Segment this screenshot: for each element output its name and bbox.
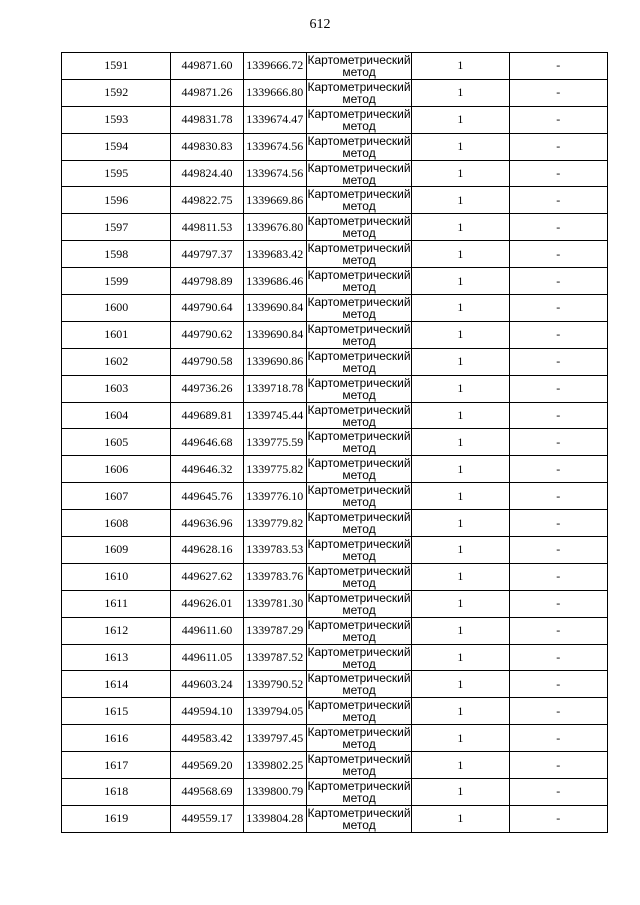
x-coordinate-cell: 449871.60 [171, 53, 243, 80]
method-line-2: метод [342, 764, 376, 779]
method-line-2: метод [342, 226, 376, 241]
y-coordinate-cell: 1339674.56 [243, 160, 306, 187]
y-coordinate-cell: 1339787.52 [243, 644, 306, 671]
table-row [62, 725, 608, 752]
note-cell: - [509, 671, 607, 698]
x-coordinate-cell: 449569.20 [171, 752, 243, 779]
method-line-1: Картометрический [307, 698, 411, 713]
note-cell: - [509, 53, 607, 80]
y-coordinate-cell: 1339674.56 [243, 133, 306, 160]
table-row [62, 429, 608, 456]
point-number-cell: 1603 [62, 375, 171, 402]
method-line-1: Картометрический [307, 375, 411, 390]
method-cell [306, 510, 411, 537]
table-row [62, 214, 608, 241]
method-line-1: Картометрический [307, 483, 411, 498]
point-number-cell: 1616 [62, 725, 171, 752]
method-line-2: метод [342, 575, 376, 590]
x-coordinate-cell: 449611.60 [171, 617, 243, 644]
x-coordinate-cell: 449830.83 [171, 133, 243, 160]
table-row [62, 510, 608, 537]
method-line-1: Картометрический [307, 52, 411, 67]
x-coordinate-cell: 449831.78 [171, 106, 243, 133]
method-line-1: Картометрический [307, 133, 411, 148]
method-cell [306, 402, 411, 429]
method-line-2: метод [342, 737, 376, 752]
note-cell: - [509, 590, 607, 617]
y-coordinate-cell: 1339781.30 [243, 590, 306, 617]
y-coordinate-cell: 1339779.82 [243, 510, 306, 537]
x-coordinate-cell: 449594.10 [171, 698, 243, 725]
method-line-1: Картометрический [307, 536, 411, 551]
note-cell: - [509, 375, 607, 402]
accuracy-cell: 1 [412, 456, 509, 483]
table-row [62, 268, 608, 295]
accuracy-cell: 1 [412, 590, 509, 617]
table-row [62, 644, 608, 671]
y-coordinate-cell: 1339683.42 [243, 241, 306, 268]
method-line-2: метод [342, 64, 376, 79]
y-coordinate-cell: 1339690.86 [243, 348, 306, 375]
note-cell: - [509, 268, 607, 295]
y-coordinate-cell: 1339800.79 [243, 779, 306, 806]
accuracy-cell: 1 [412, 106, 509, 133]
method-cell [306, 106, 411, 133]
method-cell [306, 644, 411, 671]
y-coordinate-cell: 1339783.53 [243, 537, 306, 564]
method-cell [306, 671, 411, 698]
y-coordinate-cell: 1339802.25 [243, 752, 306, 779]
method-cell [306, 725, 411, 752]
table-row [62, 160, 608, 187]
method-cell [306, 295, 411, 322]
x-coordinate-cell: 449628.16 [171, 537, 243, 564]
page-number: 612 [309, 17, 331, 32]
table-row [62, 241, 608, 268]
accuracy-cell: 1 [412, 295, 509, 322]
x-coordinate-cell: 449871.26 [171, 79, 243, 106]
y-coordinate-cell: 1339690.84 [243, 295, 306, 322]
x-coordinate-cell: 449798.89 [171, 268, 243, 295]
y-coordinate-cell: 1339666.72 [243, 53, 306, 80]
table-row [62, 375, 608, 402]
method-line-2: метод [342, 656, 376, 671]
table-row [62, 671, 608, 698]
point-number-cell: 1597 [62, 214, 171, 241]
y-coordinate-cell: 1339745.44 [243, 402, 306, 429]
y-coordinate-cell: 1339690.84 [243, 321, 306, 348]
method-line-1: Картометрический [307, 510, 411, 525]
point-number-cell: 1602 [62, 348, 171, 375]
method-cell [306, 214, 411, 241]
method-line-2: метод [342, 118, 376, 133]
note-cell: - [509, 241, 607, 268]
accuracy-cell: 1 [412, 348, 509, 375]
x-coordinate-cell: 449568.69 [171, 779, 243, 806]
method-line-1: Картометрический [307, 429, 411, 444]
method-line-1: Картометрический [307, 752, 411, 767]
method-line-2: метод [342, 306, 376, 321]
note-cell: - [509, 510, 607, 537]
method-line-2: метод [342, 710, 376, 725]
y-coordinate-cell: 1339794.05 [243, 698, 306, 725]
method-line-2: метод [342, 280, 376, 295]
x-coordinate-cell: 449611.05 [171, 644, 243, 671]
point-number-cell: 1600 [62, 295, 171, 322]
note-cell: - [509, 348, 607, 375]
accuracy-cell: 1 [412, 53, 509, 80]
method-line-2: метод [342, 602, 376, 617]
method-cell [306, 187, 411, 214]
x-coordinate-cell: 449797.37 [171, 241, 243, 268]
method-line-1: Картометрический [307, 294, 411, 309]
accuracy-cell: 1 [412, 375, 509, 402]
accuracy-cell: 1 [412, 402, 509, 429]
y-coordinate-cell: 1339775.59 [243, 429, 306, 456]
y-coordinate-cell: 1339666.80 [243, 79, 306, 106]
y-coordinate-cell: 1339686.46 [243, 268, 306, 295]
note-cell: - [509, 79, 607, 106]
method-cell [306, 160, 411, 187]
accuracy-cell: 1 [412, 805, 509, 832]
method-line-2: метод [342, 172, 376, 187]
method-line-1: Картометрический [307, 671, 411, 686]
accuracy-cell: 1 [412, 725, 509, 752]
method-cell [306, 133, 411, 160]
x-coordinate-cell: 449790.62 [171, 321, 243, 348]
y-coordinate-cell: 1339790.52 [243, 671, 306, 698]
accuracy-cell: 1 [412, 698, 509, 725]
x-coordinate-cell: 449790.64 [171, 295, 243, 322]
method-cell [306, 268, 411, 295]
note-cell: - [509, 214, 607, 241]
method-line-1: Картометрический [307, 805, 411, 820]
y-coordinate-cell: 1339787.29 [243, 617, 306, 644]
y-coordinate-cell: 1339797.45 [243, 725, 306, 752]
accuracy-cell: 1 [412, 617, 509, 644]
note-cell: - [509, 537, 607, 564]
point-number-cell: 1593 [62, 106, 171, 133]
note-cell: - [509, 429, 607, 456]
x-coordinate-cell: 449645.76 [171, 483, 243, 510]
x-coordinate-cell: 449646.32 [171, 456, 243, 483]
table-row [62, 295, 608, 322]
note-cell: - [509, 133, 607, 160]
accuracy-cell: 1 [412, 537, 509, 564]
point-number-cell: 1591 [62, 53, 171, 80]
method-line-1: Картометрический [307, 214, 411, 229]
method-line-1: Картометрический [307, 268, 411, 283]
note-cell: - [509, 321, 607, 348]
note-cell: - [509, 644, 607, 671]
table-row [62, 321, 608, 348]
method-line-1: Картометрический [307, 187, 411, 202]
x-coordinate-cell: 449736.26 [171, 375, 243, 402]
table-row [62, 483, 608, 510]
method-cell [306, 375, 411, 402]
x-coordinate-cell: 449627.62 [171, 563, 243, 590]
method-line-1: Картометрический [307, 456, 411, 471]
note-cell: - [509, 295, 607, 322]
method-line-1: Картометрический [307, 725, 411, 740]
method-line-1: Картометрический [307, 241, 411, 256]
point-number-cell: 1606 [62, 456, 171, 483]
x-coordinate-cell: 449646.68 [171, 429, 243, 456]
point-number-cell: 1607 [62, 483, 171, 510]
point-number-cell: 1613 [62, 644, 171, 671]
method-line-1: Картометрический [307, 778, 411, 793]
x-coordinate-cell: 449811.53 [171, 214, 243, 241]
y-coordinate-cell: 1339783.76 [243, 563, 306, 590]
method-line-2: метод [342, 522, 376, 537]
method-cell [306, 805, 411, 832]
note-cell: - [509, 160, 607, 187]
method-line-1: Картометрический [307, 617, 411, 632]
table-row [62, 348, 608, 375]
method-line-2: метод [342, 145, 376, 160]
method-line-2: метод [342, 333, 376, 348]
method-line-2: метод [342, 817, 376, 832]
x-coordinate-cell: 449822.75 [171, 187, 243, 214]
x-coordinate-cell: 449559.17 [171, 805, 243, 832]
method-line-2: метод [342, 548, 376, 563]
method-cell [306, 456, 411, 483]
accuracy-cell: 1 [412, 79, 509, 106]
accuracy-cell: 1 [412, 241, 509, 268]
table-row [62, 698, 608, 725]
method-cell [306, 537, 411, 564]
table-row [62, 133, 608, 160]
method-line-2: метод [342, 468, 376, 483]
method-cell [306, 563, 411, 590]
point-number-cell: 1614 [62, 671, 171, 698]
note-cell: - [509, 617, 607, 644]
accuracy-cell: 1 [412, 321, 509, 348]
y-coordinate-cell: 1339804.28 [243, 805, 306, 832]
note-cell: - [509, 402, 607, 429]
method-line-2: метод [342, 495, 376, 510]
accuracy-cell: 1 [412, 779, 509, 806]
method-cell [306, 483, 411, 510]
method-cell [306, 617, 411, 644]
accuracy-cell: 1 [412, 483, 509, 510]
accuracy-cell: 1 [412, 187, 509, 214]
method-cell [306, 321, 411, 348]
point-number-cell: 1596 [62, 187, 171, 214]
y-coordinate-cell: 1339775.82 [243, 456, 306, 483]
method-line-2: метод [342, 253, 376, 268]
note-cell: - [509, 563, 607, 590]
point-number-cell: 1610 [62, 563, 171, 590]
point-number-cell: 1598 [62, 241, 171, 268]
y-coordinate-cell: 1339676.80 [243, 214, 306, 241]
y-coordinate-cell: 1339718.78 [243, 375, 306, 402]
accuracy-cell: 1 [412, 214, 509, 241]
y-coordinate-cell: 1339669.86 [243, 187, 306, 214]
method-line-1: Картометрический [307, 160, 411, 175]
method-cell [306, 53, 411, 80]
table-row [62, 590, 608, 617]
point-number-cell: 1618 [62, 779, 171, 806]
method-line-1: Картометрический [307, 79, 411, 94]
method-line-1: Картометрический [307, 402, 411, 417]
point-number-cell: 1611 [62, 590, 171, 617]
point-number-cell: 1609 [62, 537, 171, 564]
accuracy-cell: 1 [412, 268, 509, 295]
method-cell [306, 79, 411, 106]
note-cell: - [509, 106, 607, 133]
point-number-cell: 1599 [62, 268, 171, 295]
point-number-cell: 1605 [62, 429, 171, 456]
table-row [62, 53, 608, 80]
method-line-2: метод [342, 441, 376, 456]
method-line-2: метод [342, 387, 376, 402]
y-coordinate-cell: 1339674.47 [243, 106, 306, 133]
table-row [62, 563, 608, 590]
coordinates-table-body [62, 53, 608, 833]
point-number-cell: 1608 [62, 510, 171, 537]
method-cell [306, 348, 411, 375]
table-row [62, 779, 608, 806]
note-cell: - [509, 187, 607, 214]
table-row [62, 187, 608, 214]
method-line-1: Картометрический [307, 321, 411, 336]
method-line-2: метод [342, 91, 376, 106]
note-cell: - [509, 698, 607, 725]
point-number-cell: 1612 [62, 617, 171, 644]
note-cell: - [509, 456, 607, 483]
method-line-1: Картометрический [307, 590, 411, 605]
method-line-2: метод [342, 360, 376, 375]
point-number-cell: 1601 [62, 321, 171, 348]
note-cell: - [509, 805, 607, 832]
method-line-2: метод [342, 683, 376, 698]
method-cell [306, 752, 411, 779]
method-line-2: метод [342, 414, 376, 429]
x-coordinate-cell: 449603.24 [171, 671, 243, 698]
table-row [62, 537, 608, 564]
method-line-1: Картометрический [307, 563, 411, 578]
accuracy-cell: 1 [412, 671, 509, 698]
note-cell: - [509, 779, 607, 806]
method-cell [306, 779, 411, 806]
table-row [62, 805, 608, 832]
table-row [62, 106, 608, 133]
note-cell: - [509, 483, 607, 510]
x-coordinate-cell: 449790.58 [171, 348, 243, 375]
method-line-1: Картометрический [307, 348, 411, 363]
method-cell [306, 698, 411, 725]
note-cell: - [509, 725, 607, 752]
coordinates-table [61, 52, 608, 833]
x-coordinate-cell: 449824.40 [171, 160, 243, 187]
point-number-cell: 1595 [62, 160, 171, 187]
method-line-1: Картометрический [307, 644, 411, 659]
x-coordinate-cell: 449626.01 [171, 590, 243, 617]
point-number-cell: 1594 [62, 133, 171, 160]
x-coordinate-cell: 449583.42 [171, 725, 243, 752]
x-coordinate-cell: 449689.81 [171, 402, 243, 429]
method-line-2: метод [342, 629, 376, 644]
accuracy-cell: 1 [412, 644, 509, 671]
accuracy-cell: 1 [412, 133, 509, 160]
table-row [62, 402, 608, 429]
point-number-cell: 1592 [62, 79, 171, 106]
table-row [62, 617, 608, 644]
accuracy-cell: 1 [412, 510, 509, 537]
method-line-1: Картометрический [307, 106, 411, 121]
method-cell [306, 590, 411, 617]
point-number-cell: 1604 [62, 402, 171, 429]
accuracy-cell: 1 [412, 429, 509, 456]
point-number-cell: 1615 [62, 698, 171, 725]
point-number-cell: 1619 [62, 805, 171, 832]
accuracy-cell: 1 [412, 752, 509, 779]
method-line-2: метод [342, 199, 376, 214]
method-line-2: метод [342, 790, 376, 805]
accuracy-cell: 1 [412, 160, 509, 187]
x-coordinate-cell: 449636.96 [171, 510, 243, 537]
y-coordinate-cell: 1339776.10 [243, 483, 306, 510]
method-cell [306, 241, 411, 268]
method-cell [306, 429, 411, 456]
accuracy-cell: 1 [412, 563, 509, 590]
note-cell: - [509, 752, 607, 779]
point-number-cell: 1617 [62, 752, 171, 779]
table-row [62, 752, 608, 779]
table-row [62, 79, 608, 106]
table-row [62, 456, 608, 483]
